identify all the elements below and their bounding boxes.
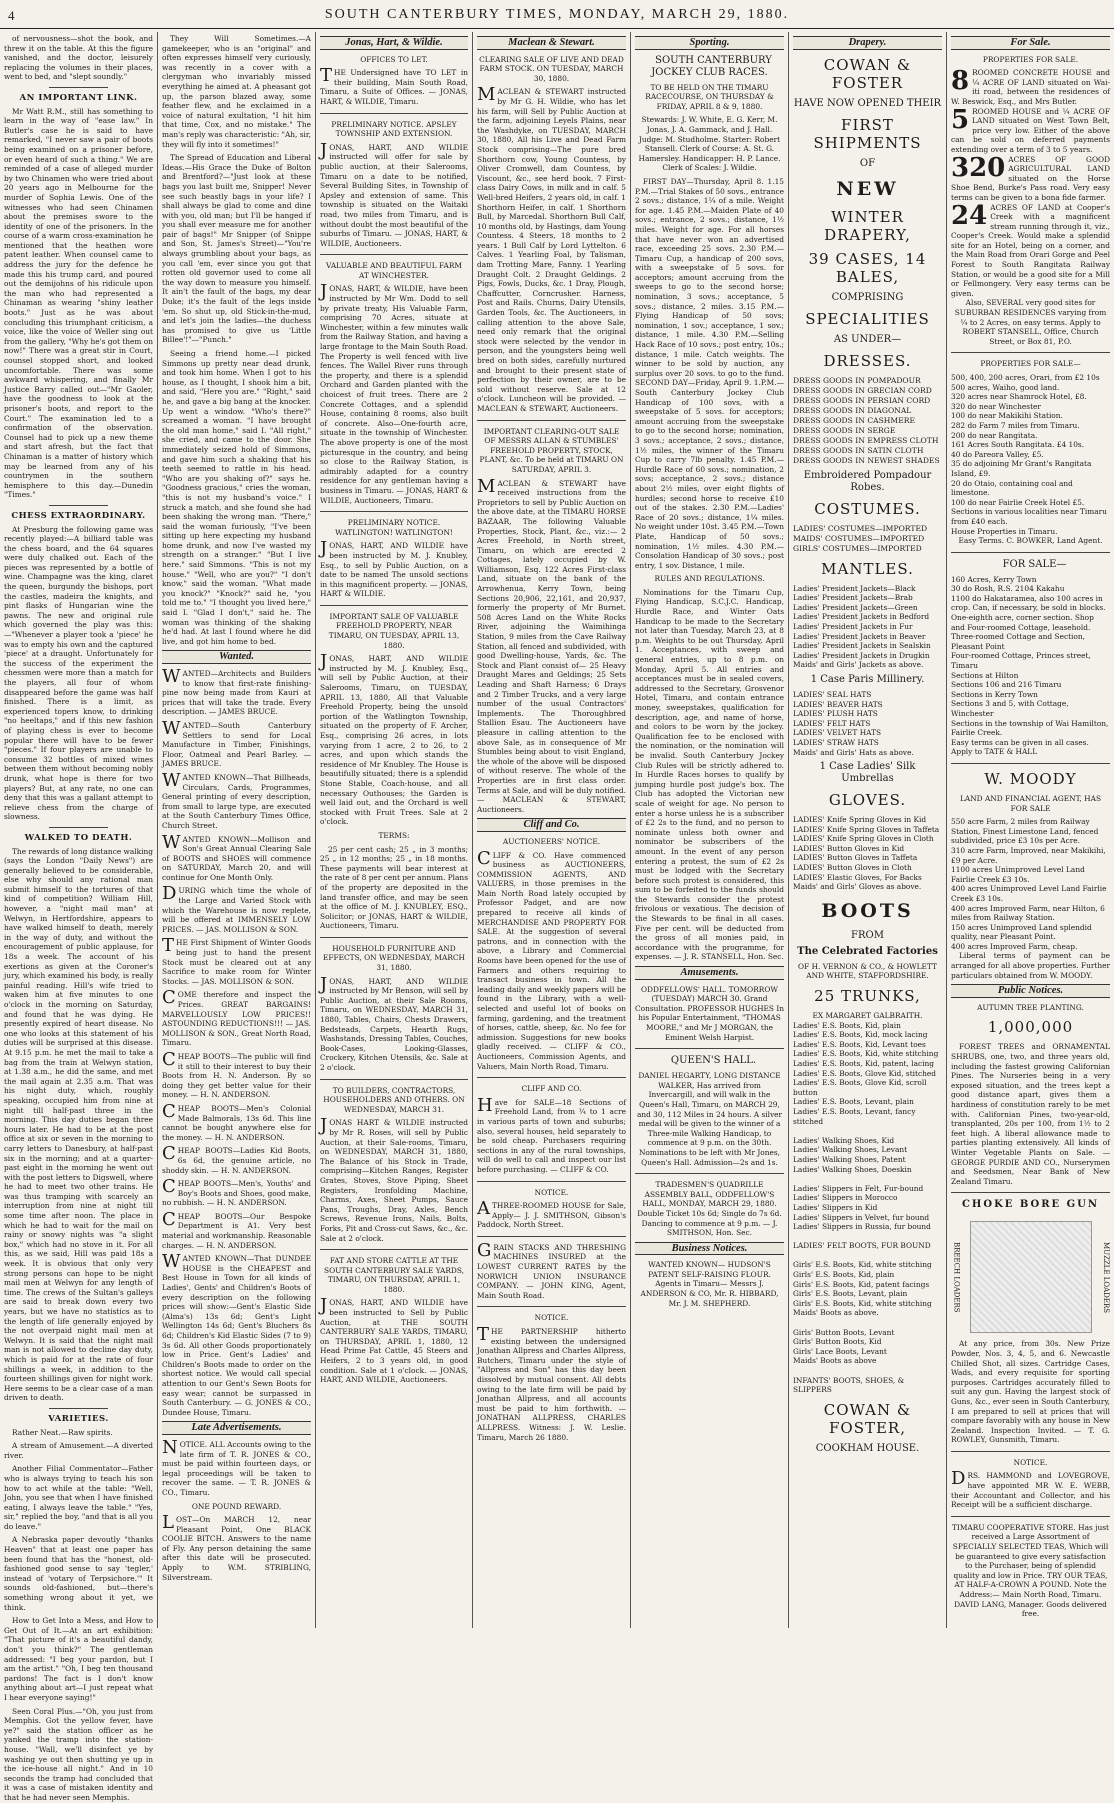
divider — [477, 1181, 626, 1182]
classified-ad: LOST—On MARCH 12, near Pleasant Point, One BLACK COOLIE BITCH. Answers to the name of Fly. Any person detaining the same after this date will be prosecuted. Apply to W.M. STRIBLING, Silverstream. — [162, 1512, 311, 1582]
auction-ad: MACLEAN & STEWART have received instructions from the Proprietors to sell by Public Auction on the above date, at the TIMARU HORSE BAZAAR, The following Valuable Properties, Stock, Plant, &c., viz.:— 2 Acres Freehold, in North street, Timaru, on which are erected 2 Cottages, lately occupied by W. Williamson, Esq. 122 Acres First-class Land, situate on the bank of the Arrowhenua, Kerry Town, being Sections 20,906, 22,161, and 20,937, formerly the property of Mr Burnet. 508 Acres Land on the White Rocks River, adjoining the Waimihinga Station, 9 miles from the Cave Railway Station, all fenced and subdivided, with good Dwelling-house, Yards, &c. The Stock and Plant consist of— 25 Heavy Draught Mares and Geldings; 25 Sets Leading and Shaft Harness; 6 Drays and 2 Timber Trucks, and a very large number of the usual Contractors' Implements. The Thoroughbred Stallion Esau. The Auctioneers have pleasure in calling attention to the above Sale, as in consequence of Mr Stumbles being about to visit England, the whole of the above will be disposed of without reserve. The whole of the Properties are in first class order. Terms at Sale, and will be duly notified. — MACLEAN & STEWART, Auctioneers. — [477, 475, 626, 814]
divider — [320, 254, 468, 255]
column-4 — [473, 34, 630, 1624]
firm-name: COWAN & FOSTER, — [823, 1400, 912, 1437]
ad-line: 1 Case Paris Millinery. — [810, 673, 925, 685]
paragraph: They Will Sometimes.—A gamekeeper, who is an "original" and often expresses himself very curiously, was recently in a cover with a clergyman who invariably missed everything he aimed at. A pheasant got up, the parson blazed away, some feather flew, and he exclaimed in a voice of natural exultation, "I hit him that time, Cox, and no mistake." The man's reply was characteristic: "Ah, sir, they will fly into it sometimes!" — [162, 34, 311, 149]
list-item: INFANTS' BOOTS, SHOES, & SLIPPERS — [793, 1375, 905, 1395]
property-text: ACRES OF GOOD AGRICULTURAL LAND situated on the Horse Shoe Bend, Burke's Pass road. Very easy terms can be given to a bona fide farmer. — [951, 154, 1110, 202]
list-item: Ladies' Slippers in Russia, fur bound — [793, 1222, 931, 1232]
ad-line: The Celebrated Factories — [797, 945, 938, 957]
paragraph: Seen Coral Plus.—"Oh, you just from Memphis. Got the yellow fever, have ye?" said the station officer as he yanked the tramp into the station-house. "Wall, we'll disinfect ye by washing ye out then shutting ye up in the ice-house all night." And in 10 seconds the tramp had concluded that it was a case of mistaken identity and that he had never seen Memphis. — [4, 1706, 153, 1802]
classified-ad: WANTED KNOWN—That Billheads, Circulars, Cards, Programmes, General printing of every description, from small to large type, are executed at the South Canterbury Times Office, Church Street. — [162, 769, 311, 830]
auction-ad: MACLEAN & STEWART instructed by Mr G. H. Wildie, who has let his farm, will Sell by Public Auction at the farm, adjoining Leyels Plains, near the Washdyke, on TUESDAY, MARCH 30, 1880, All his Live and Dead Farm Stock comprising—The pure bred Shorthorn cow, Young Countess, by Oliver Cromwell, dam Countess, by Viscount, &c., see herd book. 7 First-class Dairy Cows, in milk and in calf. 5 Well-bred Heifers, 2 years old, in calf. 1 Shorthorn Heifer, in calf. 1 Shorthorn Bull, by Marcedal. Shorthorn Bull Calf, 10 months old, by Hastings, dam Young Countess. 4 Steers, 18 months to 2 years. 1 Bull Calf by Lord Lyttelton. 6 Calves. 1 Yearling Foal, by Talisman, dam Trotting Mare, Fanny. 1 Yearling Draught Colt. 2 Draught Geldings. 2 Pigs, Fowls, Ducks, &c. 1 Dray, Plough, Chaffcutter, Corncrusher. Harness, Post and Rails. Churns, Dairy Utensils, Garden Tools, &c. The Auctioneers, in calling attention to the above Sale, need only remark that the original stock were selected by the vendor in person, and the youngsters being well bred on both sides, carefully nurtured and brought to their present state of perfection by their owner, are to be sold without reserve. Sale at 12 o'clock. Luncheon will be provided. — MACLEAN & STEWART, Auctioneers. — [477, 84, 626, 413]
list-item: 500, 400, 200 acres, Orari, from £2 10s — [951, 373, 1100, 382]
auction-ad: JONAS, HART, AND WILDIE instructed by Mr Benson, will sell by Public Auction, at their Sale Rooms, Timaru, on WEDNESDAY, MARCH 31, 1880, Tables, Chairs, Chests Drawers, Bedsteads, Carpets, Hearth Rugs, Washstands, Dressing Tables, Couches, Book-Cases, Looking-Glasses, Crockery, Kitchen Utensils, &c. Sale at 2 o'clock. — [320, 973, 468, 1072]
business-ad: ATHREE-ROOMED HOUSE for Sale, Apply— J. J. SMITHSON, Gibson's Paddock, North Street. — [477, 1198, 626, 1230]
list-item: Sections in various localities near Timaru from £40 each. — [951, 507, 1107, 526]
classified-ad: FOREST TREES and ORNAMENTAL SHRUBS, one, two, and three years old, including the fastest growing Californian Pines. The Nurseries being in a very exposed situation, and the trees kept a good distance apart, gives them a hardiness of constitution rarely to be met with. Californian Pines, two-year-old, transplanted, 20s per 100, from 1½ to 2 feet high. A liberal allowance made to parties planting extensively. All kinds of Winter Vegetable Plants on Sale. — GEORGE PURDIE AND CO., Nurserymen and Seedsmen, Near Bank of New Zealand Timaru. — [951, 1042, 1110, 1186]
list-item: LADIES' Button Gloves in Kid — [793, 843, 905, 853]
list-item: Ladies' E.S. Boots, Glove Kid, scroll button — [793, 1078, 927, 1097]
race-programme: FIRST DAY—Thursday, April 8. 1.15 P.M.—Trial Stakes of 50 sovs., entrance 2 sovs.; distance, 1¼ of a mile. Weight for age. 1.45 P.M.—Maiden Plate of 40 sovs.; entrance, 2 sovs.; distance, 1½ miles. Weight for age. For all horses that have never won an advertised race, exceeding 25 sovs. 2.30 P.M.—Timaru Cup, a handicap of 200 sovs, with a sweepstake of 5 sovs. for acceptors; amount accruing from the sweeps to go to the second horse; nomination, 3 sovs.; acceptance, 5 sovs.; distance, 2 miles. 3.15 P.M.—Flying Handicap of 50 sovs; nomination, 1 sov.; acceptance, 1 sov.; distance, 1 mile. 4.30 P.M.—Selling Hack Race of 10 sovs.; post entry, 10s.; distance, 1 mile. Catch weights. The winner to be sold by auction, any surplus over 20 sovs. to go to the fund. SECOND DAY—Friday, April 9. 1.P.M.—South Canterbury Jockey Club Handicap of 100 sovs, with a sweepstake of 5 sovs. for acceptors; amount accruing from the sweepstake to go to the second horse; nomination, 3 sovs.; acceptance, 2 sovs.; distance, 1½ miles, the winner of the Timaru Cup to carry 7lb penalty. 1.45 P.M.—Hurdle Race of 60 sovs.; nomination, 2 sovs; acceptance, 2 sovs.; distance about 2½ miles, over eight flights of hurdles; second horse to receive £10 out of the stakes. 2.30 P.M.—Ladies' Race of 20 sovs.; distance, 1¼ miles. No weight under 10st. 3.45 P.M.—Town Plate, Handicap of 50 sovs.; nomination, 1½ miles. 4.30 P.M.—Consolation Handicap of 30 sovs.; post entry, 1 sov. Distance, 1 mile. — [635, 176, 784, 570]
divider — [320, 1249, 468, 1250]
gun-left-label: BREECH LOADERS — [952, 1242, 961, 1313]
list-item: Four-roomed Cottage, Princes street, Timaru — [951, 651, 1091, 671]
business-ad: GRAIN STACKS AND THRESHING MACHINES INSURED at the LOWEST CURRENT RATES by the NORWICH UNION INSURANCE COMPANY. — JOHN KING, Agent, Main South Road. — [477, 1239, 626, 1300]
ad-line: 39 CASES, 14 BALES, — [808, 249, 927, 286]
column-7 — [947, 34, 1114, 1624]
ad-line: WINTER DRAPERY, — [824, 207, 911, 244]
business-ad: Have for SALE—18 Sections of Freehold Land, from ¼ to 1 acre in various parts of town and suburbs; also, several houses, held separately to be sold cheap. Purchasers requiring sections in any of the rural townships, will do well to call and inspect our list before purchasing. — CLIFF & CO. — [477, 1094, 626, 1174]
list-item: Girls' Lace Boots, Levant — [793, 1346, 887, 1356]
list-item: Ladies' E.S. Boots, Kid, Levant toes — [793, 1039, 926, 1049]
list-item: Maids' Boots as above — [793, 1356, 877, 1366]
ad-line: EX MARGARET GALBRAITH. — [812, 1011, 923, 1021]
list-item: Sections at Hilton — [951, 670, 1019, 680]
classified-ad: Easy Terms. C. BOWKER, Land Agent. — [958, 536, 1103, 546]
list-item: LADIES' Knife Spring Gloves in Cloth — [793, 834, 934, 844]
auction-ad: THE Undersigned have TO LET in their building, Main South Road, Timaru, a Suite of Offices. — JONAS, HART, & WILDIE, Timaru. — [320, 65, 468, 106]
dress-list — [793, 376, 942, 466]
divider — [49, 87, 109, 88]
list-item: Ladies' Walking Shoes, Kid — [793, 1135, 895, 1145]
section-header: Amusements. — [635, 966, 784, 980]
list-item: Girls' Button Boots, Levant — [793, 1327, 895, 1337]
ad-title: PROPERTIES FOR SALE— — [980, 359, 1081, 369]
ad-line: AS UNDER— — [833, 333, 902, 345]
list-item: 20 do Otaio, containing coal and limestone. — [951, 478, 1073, 498]
list-item: LADIES' FELT HATS — [793, 718, 871, 728]
property-list — [951, 575, 1110, 757]
ad-title: TO BUILDERS, CONTRACTORS, HOUSEHOLDERS AND OTHERS. ON WEDNESDAY, MARCH 31. — [323, 1085, 465, 1114]
list-item: Ladies' Slippers in Felt, Fur-bound — [793, 1183, 924, 1193]
section-header: Wanted. — [162, 650, 311, 664]
list-item: Ladies' President Jackets in Drugkin — [793, 650, 930, 660]
ad-line: SPECIALITIES — [805, 309, 930, 328]
ad-line: FROM — [851, 929, 884, 941]
ad-title: ONE POUND REWARD. — [191, 1501, 282, 1511]
ad-title: PROPERTIES FOR SALE. — [982, 54, 1079, 64]
auction-ad: JONAS, HART, AND WILDIE instructed will offer for sale by public auction, at their Salerooms, Timaru on a date to be notified, Several Building Sites, in Township of Apsley and extension of same. This township is situated on the Waitaki road, two miles from Timaru, and is without doubt the most beautiful of the suburbs of Timaru. — JONAS, HART, & WILDIE, Auctioneers. — [320, 139, 468, 248]
list-item: 400 acres Improved Farm, cheap. — [951, 941, 1078, 951]
ad-title: PRELIMINARY NOTICE. APSLEY TOWNSHIP AND EXTENSION. — [331, 119, 457, 139]
divider — [320, 511, 468, 512]
classified-ad: WANTED—South Canterbury Settlers to send for Local Manufacture in Timber, Finishings, Floor, Oatmeal and Pearl Barley. — JAMES BRUCE. — [162, 717, 311, 769]
property-text: ROOMED CONCRETE HOUSE and ¼ ACRE OF LAND situated on Wai-iti road, between the residences of W. Beswick, Esq., and Mrs Butler. — [951, 68, 1110, 106]
list-item: 100 do near Fairlie Creek Hotel £5. — [951, 497, 1085, 507]
paragraph: A stream of Amusement.—A diverted river. — [4, 1441, 153, 1460]
classified-ad: WANTED KNOWN—Mollison and Son's Great Annual Clearing Sale of BOOTS and SHOES will commence on SATURDAY, March 20, and will continue for One Month Only. — [162, 831, 311, 882]
section-header: Sporting. — [635, 36, 784, 50]
section-header: Late Advertisements. — [162, 1421, 311, 1435]
list-item: LADIES' Knife Spring Gloves in Kid — [793, 815, 927, 825]
ad-title: LAND AND FINANCIAL AGENT, HAS FOR SALE — [959, 793, 1102, 813]
ad-line: COOKHAM HOUSE. — [815, 1442, 920, 1454]
list-item: Sections 106 and 216 Timaru — [951, 680, 1062, 690]
list-item: 35 do adjoining Mr Grant's Rangitata Island, £9. — [951, 459, 1092, 478]
list-item: Sections in Kerry Town — [951, 689, 1038, 699]
costume-list — [793, 524, 942, 554]
list-item: Three-roomed Cottage and Section, Pleasant Point — [951, 632, 1085, 651]
classified-ad: CHEAP BOOTS—Men's Colonial Made Balmorals, 13s 6d. This line cannot be bought anywhere else for the money. — H. N. ANDERSON. — [162, 1100, 311, 1142]
list-item: Ladies' E.S. Boots, Kid, plain — [793, 1020, 901, 1030]
gun-illustration-block — [951, 1215, 1110, 1339]
list-item: Ladies' E.S. Boots, Kid, patent, lacing — [793, 1059, 934, 1068]
property-item — [951, 200, 1110, 299]
divider — [320, 1079, 468, 1080]
divider — [477, 1077, 626, 1078]
list-item: DRESS GOODS IN PERSIAN CORD — [793, 395, 931, 405]
list-item: Ladies' Slippers in Velvet, fur bound — [793, 1212, 930, 1222]
auction-ad: JONAS HART & WILDIE instructed by Mr R. Roses, will sell by Public Auction, at their Sale-rooms, Timaru, on WEDNESDAY, MARCH 31, 1880, The Balance of his Stock in Trade, comprising—Kitchen Ranges, Register Grates, Stoves, Stove Piping, Sheet Registers, Ironfolding Machine, Charms, Axes, Sheet Pumps, Sauce Pans, Troughs, Dray, Axles, Bench Screws, Revenue Irons, Nails, Bolts, Forks, Pit and Cross-cut Saws, &c., &c. Sale at 2 o'clock. — [320, 1115, 468, 1243]
list-item: LADIES' Button Gloves in Taffeta — [793, 853, 918, 863]
ad-line: 25 TRUNKS, — [814, 987, 921, 1006]
ad-title: CHOKE BORE GUN — [961, 1199, 1100, 1211]
property-item — [951, 152, 1110, 203]
list-item — [793, 1126, 942, 1136]
article-heading: AN IMPORTANT LINK. — [19, 92, 138, 103]
section-header: For Sale. — [951, 36, 1110, 50]
divider — [49, 827, 109, 828]
list-item: Girls' E.S. Boots, Kid, patent facings — [793, 1279, 930, 1289]
list-item: Ladies' E.S. Boots, Kid, white stitching — [793, 1049, 939, 1059]
classified-ad: COME therefore and inspect the Prices. GREAT BARGAINS! MARVELLOUSLY LOW PRICES!! ASTOUNDING REDUCTIONS!!! — JAS. MOLLISON & SON., Great North Road, Timaru. — [162, 987, 311, 1048]
list-item: Ladies' E.S. Boots, Glove Kid, stitched — [793, 1068, 937, 1078]
gun-illustration — [970, 1221, 1092, 1333]
divider — [320, 937, 468, 938]
list-item: 310 acre Farm, Improved, near Makikihi, £9 per Acre. — [951, 845, 1106, 865]
property-text: ROOMED HOUSE and ¼ ACRE OF LAND situated on West Town Belt, price very low. Either of the above can be sold on deferred payments extending over a term of 3 to 5 years. — [951, 106, 1110, 154]
ad-line: NEW — [836, 177, 899, 200]
divider — [49, 505, 109, 506]
list-item: Maids' Boots as above. — [793, 1308, 879, 1318]
property-number: 320 — [951, 152, 1006, 183]
classified-ad: DURING which time the whole of the Large and Varied Stock with which the Warehouse is now replete, will be offered at IMMENSELY LOW PRICES. — JAS. MOLLISON & SON. — [162, 883, 311, 934]
list-item: DRESS GOODS IN DIAGONAL — [793, 405, 912, 415]
list-item: DRESS GOODS IN NEWEST SHADES — [793, 455, 940, 465]
divider — [320, 605, 468, 606]
classified-ad: WANTED—Architects and Builders to know that first-rate finishing-pine now being made from Kauri at prices that will take the trade. Every description. — JAMES BRUCE. — [162, 666, 311, 717]
list-item: 282 do Farm 7 miles from Timaru. — [951, 420, 1080, 430]
ad-line: HAVE NOW OPENED THEIR — [793, 97, 942, 109]
divider — [320, 113, 468, 114]
list-item: Girls' E.S. Boots, Kid, white stitching — [793, 1260, 932, 1270]
list-item: LADIES' Knife Spring Gloves in Taffeta — [793, 824, 940, 834]
list-item: LADIES' COSTUMES—IMPORTED — [793, 523, 928, 533]
list-item: LADIES' SEAL HATS — [793, 689, 872, 699]
classified-ad: WANTED KNOWN—That DUNDEE HOUSE is the CHEAPEST and Best House in Town for all kinds of Ladies', Gents' and Children's Boots of every description on the following prices will show:—Gent's Elastic Side (Alma's) 13s 6d; Gent's Light Wellington 14s 6d; Gent's Bluchers 8s 6d; Children's Kid Elastic Sides (7 to 9) 3s 6d. All other Goods proportionately low in Price. Gent's Ladies' and Children's Boots made to order on the shortest notice. We would call special attention to our Gent's Sewn Boots for easy wear; cannot be surpassed in South Canterbury. — G. JONES & CO., Dundee House, Timaru. — [162, 1251, 311, 1417]
list-item: Ladies' Walking Shoes, Levant — [793, 1145, 908, 1155]
ad-line: BOOTS — [821, 899, 914, 922]
classified-ad: CHEAP BOOTS—The public will find it still to their interest to buy their Boots from H. N. Anderson. By so doing they get better value for their money. — H. N. ANDERSON. — [162, 1048, 311, 1100]
divider — [951, 763, 1110, 764]
divider — [951, 1451, 1110, 1452]
list-item: 161 Acres South Rangitata. £4 10s. — [951, 440, 1085, 450]
paragraph: How to Get Into a Mess, and How to Get Out of It.—At an art exhibition: "That picture of it's a beautiful dandy, don't you think?" The gentleman addressed: "I beg your pardon, but I am the artist." "Oh, I beg ten thousand pardons! The fact is I don't know anything about art—I just repeat what I hear everyone saying!" — [4, 1616, 153, 1702]
ad-title: AUCTIONEERS' NOTICE. — [502, 836, 601, 846]
glove-list — [793, 815, 942, 892]
ad-title: NOTICE. — [534, 1187, 569, 1197]
list-item: Girls' E.S. Boots, Kid, white stitching — [793, 1298, 932, 1308]
list-item: DRESS GOODS IN SERGE — [793, 425, 896, 435]
paragraph: Seeing a friend home.—I picked Simmons up pretty near dead drunk, and took him home. When I got to his house, as I thought, I shook him a bit, and said, "Here you are." "Right," said he, and gave a big bang at the knocker. Up went a window. "Who's there?" screamed a woman. "I have brought the old man home," said I. "All right," she cried, and came to the door. She immediately seized hold of Simmons, and gave him such a shaking that his teeth seemed to rattle in his head. "Who are you shaking of?" says he. "Goodness gracious," cries the woman, "this is not my husband's voice." I struck a match, and she found she had been shaking the wrong man. "There," said the woman furiously, "I've been sitting up here expecting my husband home drunk, and now I've wasted my strength on a stranger." "But I live here." said Simmons. "This is not my house." "Well, who are you?" "I don't know," said the woman. "What made you knock?" "Knock?" said he, "you told me to." "I thought you lived here," said I. "Glad I don't," said he. The woman was thinking of the shaking he'd had. At last I found where he did live, and got him home to bed. — [162, 349, 311, 646]
list-item: Girls' E.S. Boots, Kid, plain — [793, 1270, 895, 1280]
classified-ad: CHEAP BOOTS—Our Bespoke Department is A1. Very best material and workmanship. Reasonable charges. — H. N. ANDERSON. — [162, 1208, 311, 1250]
list-item: 1100 acres Unimproved Level Land Fairlie Creek £3 10s. — [951, 865, 1085, 884]
section-header: Public Notices. — [951, 984, 1110, 998]
divider — [951, 1516, 1110, 1517]
paragraph: of nervousness—shot the book, and threw it on the table. At this the figure vanished, and the doctor, leisurely replacing the volumes in their places, went to bed, and "slept soundly." — [4, 34, 153, 82]
ad-line: MANTLES. — [821, 559, 914, 578]
ad-title: QUEEN'S HALL. — [670, 1055, 757, 1067]
classified-ad: CHEAP BOOTS—Men's, Youths' and Boy's Boots and Shoes, good make, no rubbish. — H. N. ANDERSON. — [162, 1176, 311, 1208]
firm-name: W. MOODY — [984, 769, 1077, 788]
ad-line: GLOVES. — [828, 791, 907, 810]
property-list — [951, 373, 1110, 536]
property-number: 5 — [951, 104, 970, 135]
ad-line: COMPRISING — [831, 291, 904, 303]
list-item: Ladies' E.S. Boots, Levant, fancy stitched — [793, 1106, 916, 1126]
property-number: 24 — [951, 200, 988, 231]
race-rules: Nominations for the Timaru Cup, Flying Handicap, S.C.J.C. Handicap, Hurdle Race, and Winter Oats Handicap to be made to the Secretary not later than Tuesday, March 23, at 8 p.m. Weights to be out Thursday, April 1. Acceptances, with sweep and general entries, up to 8 p.m. on Monday, April 5. All entries and acceptances must be in sealed covers, addressed to the Secretary, Grosvenor Hotel, Timaru, and contain entrance money, sweepstakes, qualification for description, age, and name of horse, and colors to be worn by the jockey. Qualification fee to be enclosed with the nomination, or the nomination will be invalid. South Canterbury Jockey Club Rules will be strictly adhered to. In Hurdle Races horses to qualify by jumping hurdle post judge's box. The Club has adopted the Victorian new scale of weight for age. No person to enter a horse unless he is a subscriber of £2 2s to the fund, and no person to nominate unless both owner and nominator be subscribers of the amount. In the event of any person entering a protest, the sum of £2 2s must be lodged with the Secretary before such protest is considered, this sum to be forfeited to the funds should the Stewards consider the protest frivolous or vexatious. The decision of the Stewards to be final in all cases. Five per cent. will be deducted from the gross of all monies paid, in accordance with the programme, for expenses. — J. R. STANSELL, Hon. Sec. — [635, 587, 784, 962]
divider — [49, 1408, 109, 1409]
ad-line: DRESSES. — [823, 351, 912, 370]
race-officials: Stewards: J. W. White, E. G. Kerr, M. Jonas, J. A. Gammack, and J. Hall. Judge: M. Studholme. Starter: Robert Stansell. Clerk of Course: A. St. G. Hamersley. Handicapper: H. P. Lance. Clerk of Scales: J. Wildie. — [638, 115, 781, 173]
list-item: LADIES' PLUSH HATS — [793, 709, 878, 719]
ad-line: 1,000,000 — [987, 1018, 1074, 1037]
section-header: Jonas, Hart, & Wildie. — [320, 36, 468, 50]
ad-title: TERMS: — [378, 830, 410, 840]
ad-line: Embroidered Pompadour Robes. — [803, 469, 932, 493]
paragraph: The Spread of Education and Liberal Ideas.—His Grace the Duke of Bolton and Brentford?—"Just look at these bags you last built me, Snipper! Never see such beastly bags in your life? I shall always be glad to come and dine with you, old man; but I'll be hanged if you shall ever measure me for another pair of bags!" Mr Snipper (of Snippe and Son, St. James's Street)—"You're always grumbling about your bags, as you call 'em, ever since you got that rotten old governor used to come all the way down to measure you himself. It ain't the fault of the bags, my dear Duke; it's the fault of the legs inside 'em. So shut up, old Stick-in-the-mud, and let's join the ladies—the duchess has promised to give us 'Little Billee'!"—"Punch." — [162, 153, 311, 345]
list-item: Sections 3 and 5, with Cottage, Winchester — [951, 699, 1069, 718]
list-item: House Properties in Timaru. — [951, 526, 1058, 536]
list-item — [793, 1232, 942, 1242]
paragraph: Rather Neat.—Raw spirits. — [12, 1427, 113, 1437]
list-item: LADIES' FELT BOOTS, FUR BOUND — [793, 1241, 931, 1251]
list-item: DRESS GOODS IN GRECIAN CORD — [793, 385, 932, 395]
list-item — [793, 1174, 942, 1184]
business-ad: THE PARTNERSHIP hitherto existing between the undersigned Jonathan Allpress and Charles Allpress, Butchers, Timaru under the style of "Allpress and Son" has this day been dissolved by mutual consent. All debts owing to the late firm will be paid by Jonathan Allpress, and all accounts must be paid to him forthwith. — JONATHAN ALLPRESS, CHARLES ALLPRESS. Witness: J. W. Leslie. Timaru, March 26 1880. — [477, 1324, 626, 1442]
paragraph: Mr Watt R.M., still has something to learn in the way of "ease law." In Butler's case he is said to have remarked, "I never saw a pair of boots being examined on a prisoner before, or even heard of such a thing." We are reminded of a case of alleged murder by two Chinamen who were tried about 20 years ago in Melbourne for the murder of Sophia Lewis. One of the witnesses who had seen Chinamen about the premises swore to the identity of one of the prisoners. In the course of a warm cross-examination he mentioned that the heathen wore patent leather. When counsel came to address the jury for the defence he made this his trump card, and poured out the demijohns of his ridicule upon the man who had represented a Chinaman as wearing "shiny leather boots." Just as he was about concluding this triumphant criticism, a voice, like the voice of Weller sing out from the gallery, "Why he's got them on now!" There was a great stir in Court, counsel stopped short, and looked uncomfortable. There was some awkward whispering, and finally Mr Justice Barry called out—"Mr Gaoler, have the goodness to look at the prisoner's boots, and report to the Court." The examination led to a confirmation of the observation. Counsel had to pick up a new theme and start afresh, but the fact that Chinaman is a matter of history which may be learned from any of his countrymen in the southern hemisphere to this day.—Dunedin "Times." — [4, 106, 153, 500]
section-header: Cliff and Co. — [477, 818, 626, 832]
list-item: LADIES' BEAVER HATS — [793, 699, 883, 709]
property-item — [951, 104, 1110, 155]
list-item: Ladies' President Jackets—Brab — [793, 593, 913, 603]
classified-ad: NOTICE. ALL Accounts owing to the late firm of T. R. JONES & CO., must be paid within fourteen days, or legal proceedings will be taken to recover the same. — T. R. JONES & CO., Timaru. — [162, 1436, 311, 1497]
page-number: 4 — [8, 8, 15, 23]
ad-title: FAT AND STORE CATTLE AT THE SOUTH CANTERBURY SALE YARDS, TIMARU, ON THURSDAY, APRIL 1, 1880. — [324, 1256, 464, 1294]
list-item: DRESS GOODS IN POMPADOUR — [793, 375, 921, 385]
list-item — [793, 1318, 942, 1328]
list-item — [793, 1251, 942, 1261]
auction-ad: JONAS, HART, AND WILDIE instructed by M. J. Knubley, Esq., will sell by Public Auction, at their Salerooms, Timaru, on TUESDAY, APRIL 13, 1880, All that Valuable Freehold Property, being the unsold portion of the Watlington Township, situated on the property of F. Archer, Esq., comprising 26 acres, in lots varying from 1 acre, 2 to 26, to 2 acres, and upon which stands the residence of Mr Knubley. The House is beautifully situated; there is a splendid Stone Stable, Coach-house, and all necessary Outhouses; the Garden is well laid out, and the Orchard is well stocked with Fruit Trees. Sale at 2 o'clock. — [320, 651, 468, 827]
ad-line: FIRST SHIPMENTS — [813, 115, 922, 152]
list-item: 30 do Rosh, R.S. 2104 Kakahu — [951, 584, 1065, 594]
classified-ad: At any price, from 30s. New Prize Powder, Nos. 3, 4, 5, and 6. Newcastle Chilled Shot, all sizes. Cartridge Cases, Wads, and every requisite for sporting purposes. Cartridges accurately filled to suit any gun. Having the largest stock of Guns, &c., ever seen in South Canterbury, I am prepared to sell at prices that will compare favorably with any house in New Zealand. Inspection Invited. — T. G. ROWLEY, Gunsmith, Timaru. — [951, 1339, 1110, 1445]
classified-ad: THE First Shipment of Winter Goods being just to hand the present Stock must be cleared out at any Sacrifice to make room for Winter Stocks. — JAS. MOLLISON & SON. — [162, 935, 311, 986]
list-item: Ladies' President Jackets—Black — [793, 583, 916, 593]
list-item: DRESS GOODS IN SATIN CLOTH — [793, 445, 924, 455]
list-item: 160 Acres, Kerry Town — [951, 574, 1037, 584]
ad-title: PRELIMINARY NOTICE. WATLINGTON! WATLINGTON! — [335, 518, 453, 537]
article-heading: CHESS EXTRAORDINARY. — [11, 510, 146, 521]
list-item: Sections in the township of Wai Hamilton, Fairlie Creek. — [951, 718, 1109, 738]
ad-title: IMPORTANT SALE OF VALUABLE FREEHOLD PROPERTY, NEAR TIMARU, ON TUESDAY, APRIL 13, 1880. — [328, 611, 460, 650]
list-item: 400 acres Improved Farm, near Hilton, 6 miles from Railway Station. — [951, 903, 1105, 923]
divider — [477, 420, 626, 421]
newspaper-title: SOUTH CANTERBURY TIMES, MONDAY, MARCH 29, 1880. — [324, 7, 790, 22]
classified-ad: Also, SEVERAL very good sites for SUBURBAN RESIDENCES varying from ¼ to 2 Acres, on easy terms. Apply to ROBERT STANSELL, Office, Church Street, or Box 81, P.O. — [954, 298, 1107, 346]
ad-title: CLEARING SALE OF LIVE AND DEAD FARM STOCK. ON TUESDAY, MARCH 30, 1880. — [479, 54, 624, 83]
list-item: Ladies' President Jackets in Fur — [793, 621, 913, 631]
column-5 — [631, 34, 788, 1624]
ad-title: OFFICES TO LET. — [360, 54, 428, 64]
amusement-ad: ODDFELLOWS' HALL. TOMORROW (TUESDAY) MARCH 30. Grand Consultation. PROFESSOR HUGHES In his Popular Entertainment, "THOMAS MOORE," and Mr J MORGAN, the Eminent Welsh Harpist. — [635, 984, 784, 1042]
section-header: Maclean & Stewart. — [477, 36, 626, 50]
list-item: 150 acres Unimproved Land splendid quality, near Pleasant Point. — [951, 922, 1092, 942]
column-6 — [789, 34, 946, 1624]
column-3 — [316, 34, 472, 1624]
list-item: Ladies' Walking Shoes, Doeskin — [793, 1164, 912, 1174]
list-item: Ladies' Walking Shoes, Patent — [793, 1154, 906, 1164]
list-item: Maids' and Girls' Gloves as above. — [793, 882, 922, 892]
ad-title: NOTICE. — [534, 1313, 569, 1323]
divider — [951, 552, 1110, 553]
boot-list — [793, 1021, 942, 1395]
list-item: Ladies' Slippers in Kid — [793, 1202, 878, 1212]
list-item: Easy terms can be given in all cases. Apply to TATE & HALL — [951, 737, 1089, 757]
classified-ad: TIMARU COOPERATIVE STORE. Has just received a Large Assortment of SPECIALLY SELECTED TEAS, Which will be guaranteed to give every satisfaction to the Purchaser, being of splendid quality and low in Price. TRY OUR TEAS, AT HALF-A-CROWN A POUND. Note the Address:— Main North Road, Timaru. DAVID LANG, Manager. Goods delivered free. — [952, 1522, 1109, 1619]
list-item: Ladies' E.S. Boots, Kid, mock lacing — [793, 1030, 928, 1040]
list-item: Ladies' President Jackets in Bedford — [793, 612, 930, 622]
list-item: Ladies' President Jackets in Sealskin — [793, 641, 931, 651]
article-heading: VARIETIES. — [48, 1413, 109, 1424]
ad-line: 1 Case Ladies' Silk Umbrellas — [819, 761, 916, 785]
list-item: 40 do Pareora Valley, £5. — [951, 449, 1044, 459]
list-item: DRESS GOODS IN CASHMERE — [793, 415, 916, 425]
race-subtitle: TO BE HELD ON THE TIMARU RACECOURSE, ON THURSDAY & FRIDAY, APRIL 8 & 9, 1880. — [645, 82, 774, 111]
classified-ad: CHEAP BOOTS—Ladies Kid Boots, 6s 6d, the genuine article, no shoddy skin. — H. N. ANDERSON. — [162, 1143, 311, 1175]
property-item — [951, 68, 1110, 106]
property-list — [951, 817, 1110, 951]
list-item — [793, 1366, 942, 1376]
property-number: 8 — [951, 66, 970, 97]
race-title: SOUTH CANTERBURY JOCKEY CLUB RACES. — [651, 54, 772, 78]
list-item: 200 do near Rangitata. — [951, 430, 1038, 440]
paragraph: Another Filial Commentator—Father who is always trying to teach his son how to act while at the table: "Well, John, you see that when I have finished eating, I always leave the table." "Yes, sir," replied the boy, "and that is all you do leave." — [4, 1464, 153, 1531]
list-item: Maids' and Girls' Hats as above. — [793, 747, 914, 757]
paragraph: The rewards of long distance walking (says the London "Daily News") are generally believed to be considerable, else why should any rational man submit himself to the tortures of that kind of competition? William Hill, however, a "night mail man" at Welwyn, in Hertfordshire, appears to have walked himself to death, merely in the way of duty, and without the encouragement of public applause, for 18s a week. The account of his exertions as given at the Coroner's jury, which examined his body, is really painful reading. Hill's wife tried to waken him at five minutes to one o'clock in the morning on Saturday, and found that he was dying. He presently expired of heart disease. No one who looks at this statement of his duties will be surprised at this disease. At 9.15 p.m. he met the mail to take a bag from the train at Welwyn station, at 1.38 a.m., he did the same, and met the mail again at 2.35 a.m. That was his night duty, which, roughly speaking, occupied him from nine at night till half-past three in the morning. This day duties began three hours later. He had to be at the post office at six or seven in the morning to carry letters to Danesbury, at half-past six in the morning; and at a quarter-past eight in the morning he went out with the post letters to Digswell, where he had to meet two other trains. He was thus tramping with scarcely an interruption from nine at night till some time after noon. The place in which he had to wait for the mail on rainy or snowy nights was "a slight box," which had no stove in it. For all this, as we said, Hill was paid 18s a week. It is obvious that only very strong persons can hope to be night mail men at Welwyn for any length of time. The crews of the Sultan's galleys are said to break down every two years, but we have no statistics as to the length of life generally enjoyed by the not overpaid night mail men at Welwyn. It is said that the night mail man is not allowed to decline day duty, which is paid for at the rate of four shillings a week, in addition to the fourteen shillings given for night work. Here seems to be a clear case of a man driven to death. — [4, 846, 153, 1403]
divider — [477, 1306, 626, 1307]
ad-line: OF — [859, 157, 876, 169]
masthead — [0, 6, 1114, 29]
property-text: ACRES OF LAND at Cooper's Creek with a magnificent stream running through it, viz., Cooper's Creek. Would make a splendid site for an Hotel, being on a corner, and the Main Road from Orari Gorge and Peel Forest to South Rangitata Railway Station, or would be a good site for a Mill or Fellmongery. Very easy terms can be given. — [951, 202, 1110, 298]
list-item: 100 do near Makikihi Station. — [951, 411, 1063, 421]
list-item: 1100 do Hakataramea, also 100 acres in crop. Can, if necessary, be sold in blocks. — [951, 593, 1106, 613]
amusement-ad: DANIEL HEGARTY, LONG DISTANCE WALKER, Has arrived from Invercargill, and will walk in the Queen's Hall, Timaru, on MARCH 29, and 30, 112 Miles in 24 hours. A silver medal will be given to the winner of a Three-mile Walking Handicap, to commence at 9 p.m. on the 30th. Nominations to be left with Mr Jones, Queen's Hall. Admission—2s and 1s. — [636, 1071, 783, 1167]
ad-title: VALUABLE AND BEAUTIFUL FARM AT WINCHESTER. — [326, 261, 462, 280]
auction-ad: JONAS, HART, AND WILDIE have been instructed to Sell by Public Auction, at THE SOUTH CANTERBURY SALE YARDS, TIMARU, on THURSDAY, APRIL 1, 1880, 12 Head Prime Fat Cattle, 45 Steers and Heifers, 2 to 3 years old, in good condition. Sale at 1 o'clock. — JONAS, HART, AND WILDIE, Auctioneers. — [320, 1295, 468, 1385]
firm-name: COWAN & FOSTER — [823, 55, 912, 92]
ad-title: RULES AND REGULATIONS. — [654, 574, 765, 584]
auction-ad: JONAS, HART, AND WILDIE have been instructed by M. J. Knubley, Esq., to sell by Public Auction, on a date to be named The unsold sections in this magnificent property. — JONAS, HART & WILDIE. — [320, 538, 468, 599]
list-item: Ladies' President Jackets in Beaver — [793, 631, 926, 641]
paragraph: A Nebraska paper devoutly "thanks Heaven" that at least one paper has been found that has the "honest, old-fashioned good sense to say 'tegler,' instead of 'votary of Terpsichore.'" It sounds old-fashioned, but—there's something wrong about it yet, we think. — [4, 1535, 153, 1612]
ad-title: FOR SALE— — [1002, 558, 1067, 570]
ad-title: HOUSEHOLD FURNITURE AND EFFECTS, ON WEDNESDAY, MARCH 31, 1880. — [322, 943, 465, 973]
list-item: Girls' Button Boots, Kid — [793, 1337, 882, 1347]
classified-ad: Liberal terms of payment can be arranged for all above properties. Further particulars obtained from W. MOODY. — [951, 951, 1110, 980]
list-item: LADIES' Elastic Gloves, For Backs — [793, 872, 922, 882]
mantle-list — [793, 584, 942, 670]
hat-list — [793, 690, 942, 757]
gun-right-label: MUZZLE LOADERS — [1102, 1241, 1110, 1313]
list-item: 400 acres Unimproved Level Land Fairlie Creek £3 10s. — [951, 884, 1107, 903]
ad-title: NOTICE. — [1013, 1457, 1048, 1467]
section-header: Business Notices. — [635, 1242, 784, 1256]
auction-ad: 25 per cent cash; 25 „ in 3 months; 25 „ in 12 months; 25 „ in 18 months. These payments will bear interest at the rate of 8 per cent per annum. Plans of the property are deposited in the land transfer office, and may be seen at the office of M. J. KNUBLEY, ESQ., Solicitor; or JONAS, HART & WILDIE, Auctioneers, Timaru. — [320, 844, 468, 931]
ad-title: IMPORTANT CLEARING-OUT SALE OF MESSRS ALLAN & STUMBLES' FREEHOLD PROPERTY, STOCK, PLANT, &c. To be held at TIMARU ON SATURDAY, APRIL 3. — [479, 426, 624, 474]
ad-line: COSTUMES. — [814, 499, 921, 518]
list-item: 320 acres near Shamrock Hotel, £8. — [951, 392, 1087, 402]
list-item: LADIES' VELVET HATS — [793, 728, 882, 738]
list-item: Girls' E.S. Boots, Levant, plain — [793, 1289, 908, 1299]
list-item: Maids' and Girls' Jackets as above. — [793, 660, 924, 670]
list-item: Ladies' E.S. Boots, Levant, plain — [793, 1097, 914, 1107]
list-item: Ladies' Slippers in Morocco — [793, 1193, 898, 1203]
divider — [635, 1173, 784, 1174]
divider — [477, 1236, 626, 1237]
list-item: MAIDS' COSTUMES—IMPORTED — [793, 533, 925, 543]
list-item: 550 acre Farm, 2 miles from Railway Station, Finest Limestone Land, fenced subdivided, price £3 10s per Acre. — [951, 817, 1099, 846]
article-heading: WALKED TO DEATH. — [24, 832, 133, 843]
auction-ad: JONAS, HART, & WILDIE, have been instructed by Mr Wm. Dodd to sell by private treaty, His Valuable Farm, comprising 70 Acres, situate at Winchester, within a few minutes walk from the Railway Station, and having a large frontage to the Main South Road. The Property is well fenced with live fences. The Wallel River runs through the property, and there is a splendid Orchard and Garden planted with the choicest of fruit trees. There are 2 Concrete Cottages, and a splendid House, containing 8 rooms, also built of concrete. Also—One-fourth acre, situate in the township of Winchester. The above property is one of the most picturesque in the country, and being so close to the Railway Station, is admirably adapted for a country residence for any gentleman having a business in Timaru. — JONAS, HART & WILDIE, Auctioneers, Timaru. — [320, 281, 468, 505]
list-item: DRESS GOODS IN EMPRESS CLOTH — [793, 435, 939, 445]
list-item: 500 acres, Waiho, good land. — [951, 382, 1060, 392]
list-item: One-eighth acre, corner section. Shop and Four-roomed Cottage, leasehold. — [951, 613, 1094, 632]
ad-line: OF H. VERNON & CO., & HOWLETT AND WHITE, STAFFORDSHIRE. — [798, 961, 937, 981]
ad-title: CLIFF AND CO. — [521, 1084, 582, 1094]
divider — [951, 352, 1110, 353]
column-1 — [0, 34, 157, 1802]
section-header: Drapery. — [793, 36, 942, 50]
list-item: 320 do near Winchester — [951, 401, 1041, 411]
business-ad: WANTED KNOWN— HUDSON'S PATENT SELF-RAISING FLOUR. Agents in Timaru— Messrs J. ANDERSON & CO, Mr. R. HIBBARD, Mr. J. M. SHEPHERD. — [640, 1260, 779, 1308]
amusement-ad: TRADESMEN'S QUADRILLE ASSEMBLY BALL, ODDFELLOW'S HALL, MONDAY, MARCH 29, 1880. Double Ticket 10s 6d; Single do 7s 6d. Dancing to commence at 9 p.m. — J. SMITHSON, Hon. Sec. — [637, 1180, 782, 1238]
paragraph: At Presburg the following game was recently played:—A billiard table was the chess board, and the 64 squares were duly chalked out. Each of the pieces was represented by a bottle of wine. Champagne was the king, claret the queen, burgundy the bishops, port the castles, madeira the knights, and pint flasks of Hungarian wine the pawns. The new and original rule which governed the play was this:—"Whenever a player took a 'piece' he was to empty his own and the captured 'piece' at a draught. Unfortunately for the success of the experiment the chessmen were more than a match for the players, all four of whom disappeared before the game was half finished. There is a limit, as experienced topers know, to drinking "no heeltaps," and if this new fashion of playing chess is ever to become popular there will have to be fewer "pieces." If four players are unable to consume 32 bottles of mixed wines between them without becoming nobly drunk, what hope is there for two players? But, at any rate, no one can deny that this was a gallant attempt to relieve chess from the charge of slowness. — [4, 524, 153, 822]
classified-ad: DRS. HAMMOND and LOVEGROVE, have appointed MR W. E. WEBB, their Accountant and Collector, and his Receipt will be a sufficient discharge. — [951, 1468, 1110, 1510]
divider — [635, 1048, 784, 1049]
ad-title: AUTUMN TREE PLANTING. — [977, 1002, 1084, 1012]
list-item: LADIES' STRAW HATS — [793, 737, 879, 747]
list-item: GIRLS' COSTUMES—IMPORTED — [793, 543, 922, 553]
list-item: Ladies' President Jackets—Green — [793, 602, 918, 612]
business-ad: CLIFF & CO. Have commenced business as AUCTIONEERS, COMMISSION AGENTS, AND VALUERS, in those premises in the Main North Road lately occupied by Professor Padget, and are now prepared to receive all kinds of MERCHANDISE AND PROPERTY FOR SALE. At the suggestion of several patrons, and in connection with the above, a Library and Commercial Rooms have been opened for the use of Farmers and others requiring to transact business in town. All the leading daily and weekly papers will be found in the Library, with a well-selected and useful lot of books on farming, gardening, and the treatment of horses, cattle, sheep, &c. No fee for admission. Suggestions for new books gladly received. — CLIFF & CO., Auctioneers, Commission Agents, and Valuers, Main North Road, Timaru. — [477, 847, 626, 1071]
list-item: LADIES' Button Gloves in Cloth — [793, 863, 912, 873]
divider — [951, 1192, 1110, 1193]
column-2 — [158, 34, 315, 1624]
